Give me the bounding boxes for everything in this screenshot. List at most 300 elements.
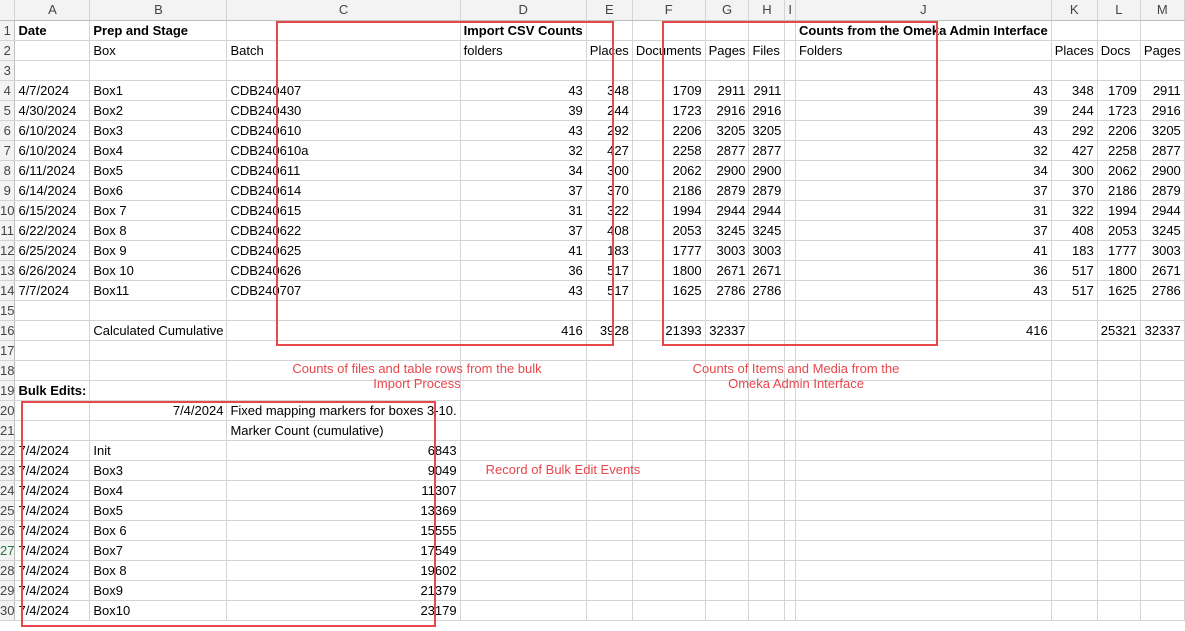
- cell-M14[interactable]: 2786: [1140, 280, 1184, 300]
- row-header[interactable]: 24: [0, 480, 15, 500]
- cell-B11[interactable]: Box 8: [90, 220, 227, 240]
- cell-M13[interactable]: 2671: [1140, 260, 1184, 280]
- cell-A14[interactable]: 7/7/2024: [15, 280, 90, 300]
- cell-I27[interactable]: [785, 540, 796, 560]
- cell-D2[interactable]: folders: [460, 40, 586, 60]
- cell-K29[interactable]: [1051, 580, 1097, 600]
- cell-J3[interactable]: [795, 60, 1051, 80]
- cell-H14[interactable]: 2786: [749, 280, 785, 300]
- cell-M4[interactable]: 2911: [1140, 80, 1184, 100]
- cell-L15[interactable]: [1097, 300, 1140, 320]
- cell-H22[interactable]: [749, 440, 785, 460]
- cell-B12[interactable]: Box 9: [90, 240, 227, 260]
- cell-I23[interactable]: [785, 460, 796, 480]
- cell-G24[interactable]: [705, 480, 749, 500]
- cell-E8[interactable]: 300: [586, 160, 632, 180]
- cell-E17[interactable]: [586, 340, 632, 360]
- cell-K17[interactable]: [1051, 340, 1097, 360]
- cell-I24[interactable]: [785, 480, 796, 500]
- cell-J12[interactable]: 41: [795, 240, 1051, 260]
- cell-C30[interactable]: 23179: [227, 600, 460, 620]
- cell-F29[interactable]: [632, 580, 705, 600]
- cell-G6[interactable]: 3205: [705, 120, 749, 140]
- cell-K15[interactable]: [1051, 300, 1097, 320]
- cell-I11[interactable]: [785, 220, 796, 240]
- row-header[interactable]: 16: [0, 320, 15, 340]
- cell-A29[interactable]: 7/4/2024: [15, 580, 90, 600]
- cell-C3[interactable]: [227, 60, 460, 80]
- cell-G5[interactable]: 2916: [705, 100, 749, 120]
- cell-H1[interactable]: [749, 20, 785, 40]
- cell-I10[interactable]: [785, 200, 796, 220]
- cell-E29[interactable]: [586, 580, 632, 600]
- cell-G2[interactable]: Pages: [705, 40, 749, 60]
- cell-B8[interactable]: Box5: [90, 160, 227, 180]
- cell-J14[interactable]: 43: [795, 280, 1051, 300]
- cell-B27[interactable]: Box7: [90, 540, 227, 560]
- row-header[interactable]: 7: [0, 140, 15, 160]
- cell-K8[interactable]: 300: [1051, 160, 1097, 180]
- cell-J9[interactable]: 37: [795, 180, 1051, 200]
- cell-J1[interactable]: Counts from the Omeka Admin Interface: [795, 20, 1051, 40]
- cell-F10[interactable]: 1994: [632, 200, 705, 220]
- cell-H26[interactable]: [749, 520, 785, 540]
- cell-H28[interactable]: [749, 560, 785, 580]
- cell-C1[interactable]: [227, 20, 460, 40]
- cell-D25[interactable]: [460, 500, 586, 520]
- cell-K4[interactable]: 348: [1051, 80, 1097, 100]
- cell-I4[interactable]: [785, 80, 796, 100]
- cell-E15[interactable]: [586, 300, 632, 320]
- cell-C15[interactable]: [227, 300, 460, 320]
- cell-L14[interactable]: 1625: [1097, 280, 1140, 300]
- row-header[interactable]: 14: [0, 280, 15, 300]
- cell-D28[interactable]: [460, 560, 586, 580]
- cell-B14[interactable]: Box11: [90, 280, 227, 300]
- cell-H20[interactable]: [749, 400, 785, 420]
- row-header[interactable]: 2: [0, 40, 15, 60]
- cell-J24[interactable]: [795, 480, 1051, 500]
- cell-I5[interactable]: [785, 100, 796, 120]
- cell-C28[interactable]: 19602: [227, 560, 460, 580]
- cell-A2[interactable]: [15, 40, 90, 60]
- cell-F7[interactable]: 2258: [632, 140, 705, 160]
- cell-M8[interactable]: 2900: [1140, 160, 1184, 180]
- cell-H13[interactable]: 2671: [749, 260, 785, 280]
- cell-L12[interactable]: 1777: [1097, 240, 1140, 260]
- cell-E28[interactable]: [586, 560, 632, 580]
- cell-J27[interactable]: [795, 540, 1051, 560]
- column-header-E[interactable]: E: [586, 0, 632, 20]
- cell-B6[interactable]: Box3: [90, 120, 227, 140]
- cell-F30[interactable]: [632, 600, 705, 620]
- cell-E27[interactable]: [586, 540, 632, 560]
- cell-L30[interactable]: [1097, 600, 1140, 620]
- cell-K16[interactable]: [1051, 320, 1097, 340]
- column-header-K[interactable]: K: [1051, 0, 1097, 20]
- cell-C29[interactable]: 21379: [227, 580, 460, 600]
- cell-A9[interactable]: 6/14/2024: [15, 180, 90, 200]
- cell-D20[interactable]: [460, 400, 586, 420]
- cell-D27[interactable]: [460, 540, 586, 560]
- cell-C4[interactable]: CDB240407: [227, 80, 460, 100]
- cell-H27[interactable]: [749, 540, 785, 560]
- row-header[interactable]: 1: [0, 20, 15, 40]
- cell-B19[interactable]: [90, 380, 227, 400]
- cell-G14[interactable]: 2786: [705, 280, 749, 300]
- row-header[interactable]: 4: [0, 80, 15, 100]
- cell-C11[interactable]: CDB240622: [227, 220, 460, 240]
- cell-H23[interactable]: [749, 460, 785, 480]
- cell-M28[interactable]: [1140, 560, 1184, 580]
- cell-G21[interactable]: [705, 420, 749, 440]
- row-header[interactable]: 12: [0, 240, 15, 260]
- cell-H7[interactable]: 2877: [749, 140, 785, 160]
- cell-H5[interactable]: 2916: [749, 100, 785, 120]
- cell-E4[interactable]: 348: [586, 80, 632, 100]
- cell-K30[interactable]: [1051, 600, 1097, 620]
- cell-A10[interactable]: 6/15/2024: [15, 200, 90, 220]
- cell-I6[interactable]: [785, 120, 796, 140]
- cell-A20[interactable]: [15, 400, 90, 420]
- cell-H12[interactable]: 3003: [749, 240, 785, 260]
- cell-I16[interactable]: [785, 320, 796, 340]
- cell-C25[interactable]: 13369: [227, 500, 460, 520]
- cell-A12[interactable]: 6/25/2024: [15, 240, 90, 260]
- cell-E26[interactable]: [586, 520, 632, 540]
- cell-I29[interactable]: [785, 580, 796, 600]
- cell-G12[interactable]: 3003: [705, 240, 749, 260]
- row-header[interactable]: 17: [0, 340, 15, 360]
- cell-K7[interactable]: 427: [1051, 140, 1097, 160]
- cell-D12[interactable]: 41: [460, 240, 586, 260]
- cell-J22[interactable]: [795, 440, 1051, 460]
- cell-F2[interactable]: Documents: [632, 40, 705, 60]
- cell-F16[interactable]: 21393: [632, 320, 705, 340]
- cell-K13[interactable]: 517: [1051, 260, 1097, 280]
- cell-A17[interactable]: [15, 340, 90, 360]
- cell-J11[interactable]: 37: [795, 220, 1051, 240]
- cell-D11[interactable]: 37: [460, 220, 586, 240]
- cell-L26[interactable]: [1097, 520, 1140, 540]
- cell-L1[interactable]: [1097, 20, 1140, 40]
- cell-C16[interactable]: [227, 320, 460, 340]
- cell-D26[interactable]: [460, 520, 586, 540]
- cell-J8[interactable]: 34: [795, 160, 1051, 180]
- cell-E2[interactable]: Places: [586, 40, 632, 60]
- cell-L19[interactable]: [1097, 380, 1140, 400]
- cell-E3[interactable]: [586, 60, 632, 80]
- cell-A8[interactable]: 6/11/2024: [15, 160, 90, 180]
- cell-I17[interactable]: [785, 340, 796, 360]
- cell-M7[interactable]: 2877: [1140, 140, 1184, 160]
- cell-I3[interactable]: [785, 60, 796, 80]
- cell-G8[interactable]: 2900: [705, 160, 749, 180]
- cell-D24[interactable]: [460, 480, 586, 500]
- cell-F27[interactable]: [632, 540, 705, 560]
- cell-M30[interactable]: [1140, 600, 1184, 620]
- cell-L5[interactable]: 1723: [1097, 100, 1140, 120]
- cell-K23[interactable]: [1051, 460, 1097, 480]
- cell-H16[interactable]: [749, 320, 785, 340]
- cell-M17[interactable]: [1140, 340, 1184, 360]
- cell-C26[interactable]: 15555: [227, 520, 460, 540]
- cell-L23[interactable]: [1097, 460, 1140, 480]
- cell-D4[interactable]: 43: [460, 80, 586, 100]
- cell-K27[interactable]: [1051, 540, 1097, 560]
- cell-C17[interactable]: [227, 340, 460, 360]
- cell-C8[interactable]: CDB240611: [227, 160, 460, 180]
- cell-M3[interactable]: [1140, 60, 1184, 80]
- cell-J2[interactable]: Folders: [795, 40, 1051, 60]
- cell-M2[interactable]: Pages: [1140, 40, 1184, 60]
- cell-L20[interactable]: [1097, 400, 1140, 420]
- cell-A5[interactable]: 4/30/2024: [15, 100, 90, 120]
- column-header-L[interactable]: L: [1097, 0, 1140, 20]
- cell-G1[interactable]: [705, 20, 749, 40]
- column-header-D[interactable]: D: [460, 0, 586, 20]
- cell-A25[interactable]: 7/4/2024: [15, 500, 90, 520]
- cell-J10[interactable]: 31: [795, 200, 1051, 220]
- cell-D17[interactable]: [460, 340, 586, 360]
- cell-B30[interactable]: Box10: [90, 600, 227, 620]
- cell-I20[interactable]: [785, 400, 796, 420]
- cell-G9[interactable]: 2879: [705, 180, 749, 200]
- cell-E10[interactable]: 322: [586, 200, 632, 220]
- cell-G25[interactable]: [705, 500, 749, 520]
- cell-G26[interactable]: [705, 520, 749, 540]
- cell-A1[interactable]: Date: [15, 20, 90, 40]
- cell-G7[interactable]: 2877: [705, 140, 749, 160]
- cell-H30[interactable]: [749, 600, 785, 620]
- cell-J30[interactable]: [795, 600, 1051, 620]
- cell-H24[interactable]: [749, 480, 785, 500]
- cell-M1[interactable]: [1140, 20, 1184, 40]
- cell-L11[interactable]: 2053: [1097, 220, 1140, 240]
- cell-M18[interactable]: [1140, 360, 1184, 380]
- cell-F6[interactable]: 2206: [632, 120, 705, 140]
- cell-H3[interactable]: [749, 60, 785, 80]
- row-header[interactable]: 27: [0, 540, 15, 560]
- cell-K21[interactable]: [1051, 420, 1097, 440]
- cell-L18[interactable]: [1097, 360, 1140, 380]
- cell-F21[interactable]: [632, 420, 705, 440]
- cell-L4[interactable]: 1709: [1097, 80, 1140, 100]
- cell-G16[interactable]: 32337: [705, 320, 749, 340]
- cell-C20[interactable]: Fixed mapping markers for boxes 3-10.: [227, 400, 460, 420]
- cell-B26[interactable]: Box 6: [90, 520, 227, 540]
- cell-L3[interactable]: [1097, 60, 1140, 80]
- column-header-J[interactable]: J: [795, 0, 1051, 20]
- cell-L25[interactable]: [1097, 500, 1140, 520]
- cell-C22[interactable]: 6843: [227, 440, 460, 460]
- cell-D3[interactable]: [460, 60, 586, 80]
- cell-C9[interactable]: CDB240614: [227, 180, 460, 200]
- cell-H11[interactable]: 3245: [749, 220, 785, 240]
- cell-I21[interactable]: [785, 420, 796, 440]
- cell-G28[interactable]: [705, 560, 749, 580]
- cell-K10[interactable]: 322: [1051, 200, 1097, 220]
- cell-I30[interactable]: [785, 600, 796, 620]
- cell-B16[interactable]: Calculated Cumulative: [90, 320, 227, 340]
- cell-G20[interactable]: [705, 400, 749, 420]
- cell-D9[interactable]: 37: [460, 180, 586, 200]
- row-header[interactable]: 22: [0, 440, 15, 460]
- cell-B22[interactable]: Init: [90, 440, 227, 460]
- row-header[interactable]: 15: [0, 300, 15, 320]
- cell-A21[interactable]: [15, 420, 90, 440]
- column-header-I[interactable]: I: [785, 0, 796, 20]
- cell-M10[interactable]: 2944: [1140, 200, 1184, 220]
- cell-C27[interactable]: 17549: [227, 540, 460, 560]
- cell-M25[interactable]: [1140, 500, 1184, 520]
- cell-A7[interactable]: 6/10/2024: [15, 140, 90, 160]
- cell-H17[interactable]: [749, 340, 785, 360]
- cell-J17[interactable]: [795, 340, 1051, 360]
- row-header[interactable]: 11: [0, 220, 15, 240]
- cell-E6[interactable]: 292: [586, 120, 632, 140]
- cell-G15[interactable]: [705, 300, 749, 320]
- cell-B17[interactable]: [90, 340, 227, 360]
- cell-K24[interactable]: [1051, 480, 1097, 500]
- cell-E20[interactable]: [586, 400, 632, 420]
- cell-C14[interactable]: CDB240707: [227, 280, 460, 300]
- row-header[interactable]: 6: [0, 120, 15, 140]
- cell-A6[interactable]: 6/10/2024: [15, 120, 90, 140]
- cell-D7[interactable]: 32: [460, 140, 586, 160]
- cell-F8[interactable]: 2062: [632, 160, 705, 180]
- cell-H21[interactable]: [749, 420, 785, 440]
- cell-G13[interactable]: 2671: [705, 260, 749, 280]
- cell-G22[interactable]: [705, 440, 749, 460]
- cell-B9[interactable]: Box6: [90, 180, 227, 200]
- cell-M26[interactable]: [1140, 520, 1184, 540]
- cell-D10[interactable]: 31: [460, 200, 586, 220]
- cell-F22[interactable]: [632, 440, 705, 460]
- cell-M20[interactable]: [1140, 400, 1184, 420]
- cell-L24[interactable]: [1097, 480, 1140, 500]
- cell-D15[interactable]: [460, 300, 586, 320]
- cell-B23[interactable]: Box3: [90, 460, 227, 480]
- cell-B5[interactable]: Box2: [90, 100, 227, 120]
- cell-A24[interactable]: 7/4/2024: [15, 480, 90, 500]
- cell-B2[interactable]: Box: [90, 40, 227, 60]
- cell-M24[interactable]: [1140, 480, 1184, 500]
- cell-A16[interactable]: [15, 320, 90, 340]
- cell-B29[interactable]: Box9: [90, 580, 227, 600]
- cell-B20[interactable]: 7/4/2024: [90, 400, 227, 420]
- cell-M22[interactable]: [1140, 440, 1184, 460]
- cell-B15[interactable]: [90, 300, 227, 320]
- cell-M27[interactable]: [1140, 540, 1184, 560]
- cell-A18[interactable]: [15, 360, 90, 380]
- cell-D6[interactable]: 43: [460, 120, 586, 140]
- cell-K12[interactable]: 183: [1051, 240, 1097, 260]
- cell-D16[interactable]: 416: [460, 320, 586, 340]
- cell-I8[interactable]: [785, 160, 796, 180]
- cell-J7[interactable]: 32: [795, 140, 1051, 160]
- cell-G4[interactable]: 2911: [705, 80, 749, 100]
- cell-H9[interactable]: 2879: [749, 180, 785, 200]
- cell-H6[interactable]: 3205: [749, 120, 785, 140]
- cell-I25[interactable]: [785, 500, 796, 520]
- cell-G3[interactable]: [705, 60, 749, 80]
- cell-A23[interactable]: 7/4/2024: [15, 460, 90, 480]
- cell-K6[interactable]: 292: [1051, 120, 1097, 140]
- cell-D29[interactable]: [460, 580, 586, 600]
- cell-E16[interactable]: 3928: [586, 320, 632, 340]
- cell-M11[interactable]: 3245: [1140, 220, 1184, 240]
- cell-L28[interactable]: [1097, 560, 1140, 580]
- column-header-A[interactable]: A: [15, 0, 90, 20]
- row-header[interactable]: 3: [0, 60, 15, 80]
- cell-M23[interactable]: [1140, 460, 1184, 480]
- cell-C23[interactable]: 9049: [227, 460, 460, 480]
- cell-F1[interactable]: [632, 20, 705, 40]
- cell-K28[interactable]: [1051, 560, 1097, 580]
- cell-G27[interactable]: [705, 540, 749, 560]
- cell-H2[interactable]: Files: [749, 40, 785, 60]
- cell-C13[interactable]: CDB240626: [227, 260, 460, 280]
- cell-G11[interactable]: 3245: [705, 220, 749, 240]
- cell-D8[interactable]: 34: [460, 160, 586, 180]
- cell-K22[interactable]: [1051, 440, 1097, 460]
- cell-L29[interactable]: [1097, 580, 1140, 600]
- cell-I22[interactable]: [785, 440, 796, 460]
- cell-E5[interactable]: 244: [586, 100, 632, 120]
- cell-J28[interactable]: [795, 560, 1051, 580]
- column-header-M[interactable]: M: [1140, 0, 1184, 20]
- cell-L21[interactable]: [1097, 420, 1140, 440]
- cell-A27[interactable]: 7/4/2024: [15, 540, 90, 560]
- cell-H25[interactable]: [749, 500, 785, 520]
- cell-L2[interactable]: Docs: [1097, 40, 1140, 60]
- cell-E14[interactable]: 517: [586, 280, 632, 300]
- cell-B25[interactable]: Box5: [90, 500, 227, 520]
- row-header[interactable]: 18: [0, 360, 15, 380]
- cell-I1[interactable]: [785, 20, 796, 40]
- cell-J26[interactable]: [795, 520, 1051, 540]
- cell-M12[interactable]: 3003: [1140, 240, 1184, 260]
- cell-A3[interactable]: [15, 60, 90, 80]
- cell-C24[interactable]: 11307: [227, 480, 460, 500]
- cell-M9[interactable]: 2879: [1140, 180, 1184, 200]
- cell-E7[interactable]: 427: [586, 140, 632, 160]
- cell-I14[interactable]: [785, 280, 796, 300]
- cell-A15[interactable]: [15, 300, 90, 320]
- cell-J13[interactable]: 36: [795, 260, 1051, 280]
- cell-I12[interactable]: [785, 240, 796, 260]
- cell-K5[interactable]: 244: [1051, 100, 1097, 120]
- cell-M5[interactable]: 2916: [1140, 100, 1184, 120]
- row-header[interactable]: 21: [0, 420, 15, 440]
- cell-D1[interactable]: Import CSV Counts: [460, 20, 586, 40]
- cell-B13[interactable]: Box 10: [90, 260, 227, 280]
- cell-A13[interactable]: 6/26/2024: [15, 260, 90, 280]
- cell-B4[interactable]: Box1: [90, 80, 227, 100]
- cell-M6[interactable]: 3205: [1140, 120, 1184, 140]
- cell-B18[interactable]: [90, 360, 227, 380]
- cell-L16[interactable]: 25321: [1097, 320, 1140, 340]
- cell-J20[interactable]: [795, 400, 1051, 420]
- cell-G17[interactable]: [705, 340, 749, 360]
- cell-J6[interactable]: 43: [795, 120, 1051, 140]
- row-header[interactable]: 30: [0, 600, 15, 620]
- row-header[interactable]: 5: [0, 100, 15, 120]
- cell-D14[interactable]: 43: [460, 280, 586, 300]
- cell-K1[interactable]: [1051, 20, 1097, 40]
- cell-I9[interactable]: [785, 180, 796, 200]
